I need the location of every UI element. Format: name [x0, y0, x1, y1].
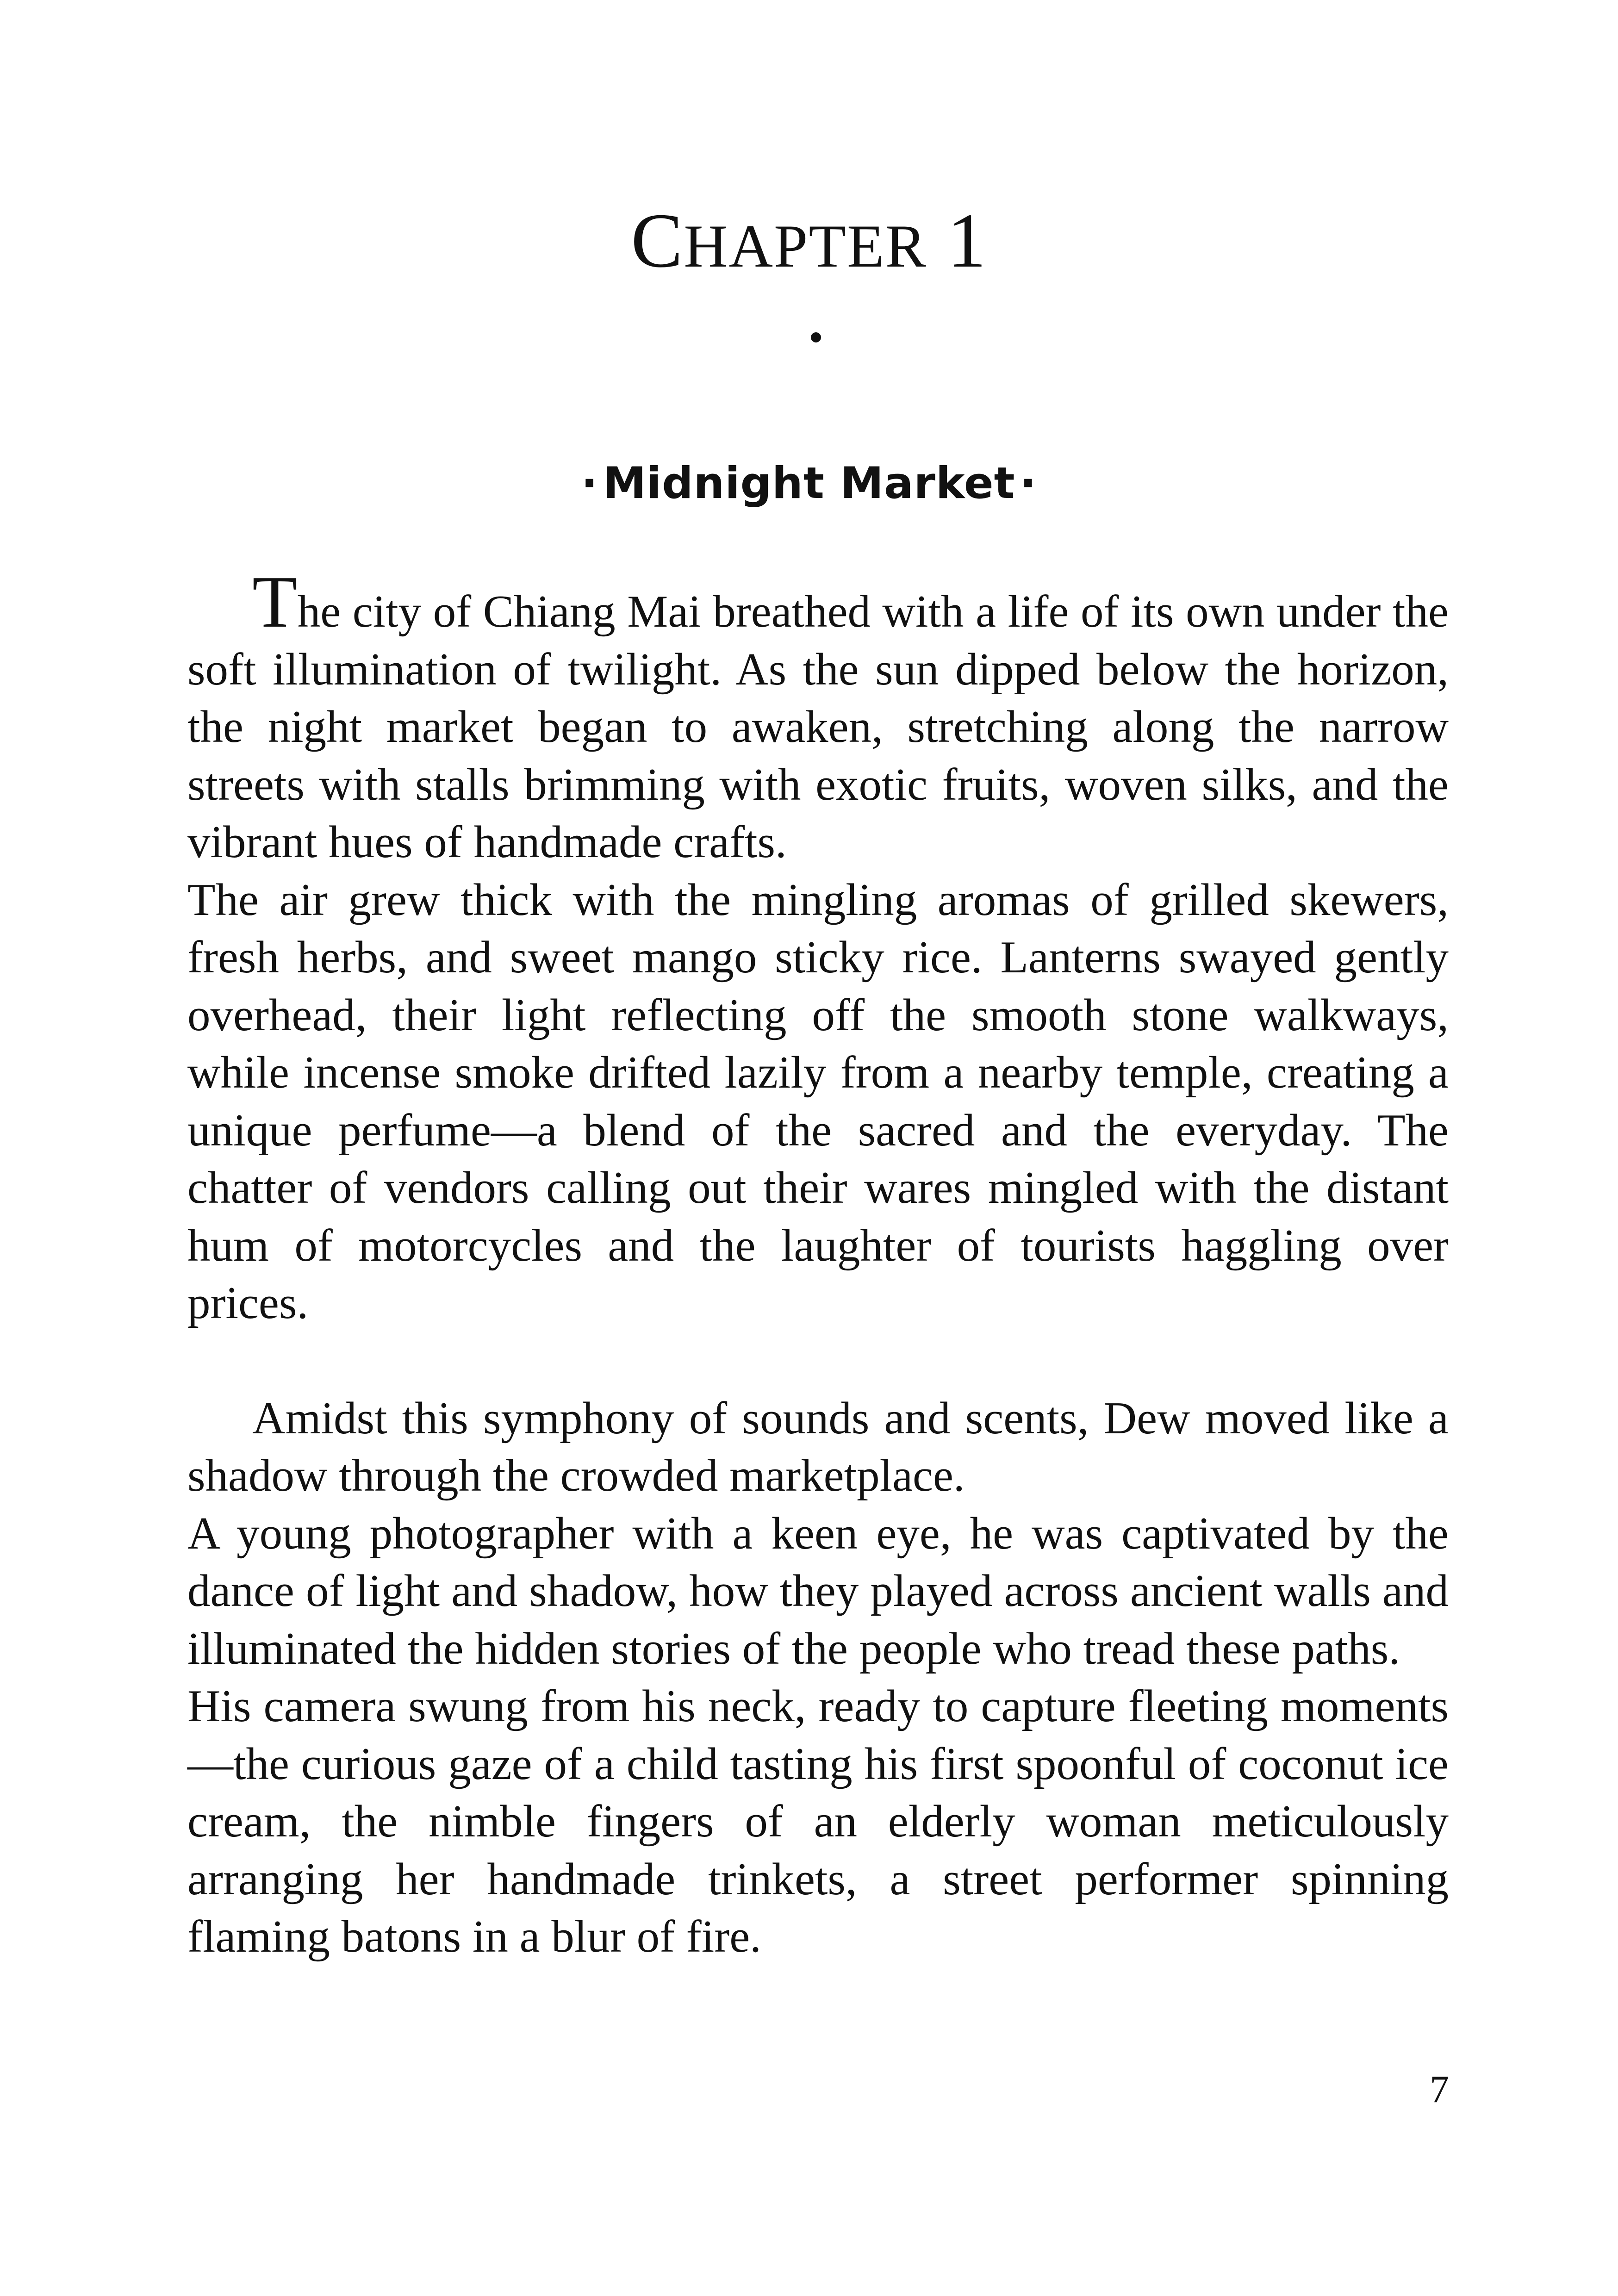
paragraph-3: Amidst this symphony of sounds and scents, Dew moved like a shadow through the crowded marketplace. — [187, 1393, 1449, 1501]
chapter-title-initial: C — [631, 198, 684, 284]
chapter-heading — [0, 194, 1618, 292]
drop-cap-letter: T — [252, 560, 298, 643]
paragraph-5: His camera swung from his neck, ready to capture fleeting moments—the curious gaze of a child tasting his first spoonful of coconut ice cream, the nimble fingers of an elderly woman meticulously arranging her handmade trinkets, a street performer spinning flaming batons in a blur of fire. — [187, 1681, 1449, 1962]
paragraph-1 — [187, 560, 1449, 871]
section-bullet-right: · — [1020, 458, 1037, 509]
section-title: Midnight Market — [603, 458, 1015, 509]
paragraph-1-text: he city of Chiang Mai breathed with a life of its own under the soft illumination of twilight. As the sun dipped below the horizon, the night market began to awaken, stretching along the narrow streets with stalls brimming with exotic fruits, woven silks, and the vibrant hues of handmade crafts. — [187, 586, 1449, 867]
chapter-ornament-dot — [811, 332, 821, 342]
section-heading — [0, 456, 1618, 511]
chapter-number: 1 — [947, 198, 987, 284]
chapter-title-rest: HAPTER — [684, 212, 927, 280]
page-number: 7 — [1430, 2068, 1449, 2111]
paragraph-2: The air grew thick with the mingling aromas of grilled skewers, fresh herbs, and sweet mango sticky rice. Lanterns swayed gently overhead, their light reflecting off the smooth stone walkways, while incense smoke drifted lazily from a nearby temple, creating a unique perfume—a blend of the sacred and the everyday. The chatter of vendors calling out their wares mingled with the distant hum of motorcycles and the laughter of tourists haggling over prices. — [187, 874, 1449, 1328]
paragraph-4: A young photographer with a keen eye, he was captivated by the dance of light and shadow, how they played across ancient walls and illuminated the hidden stories of the people who tread these paths. — [187, 1508, 1449, 1674]
chapter-body — [187, 560, 1449, 1966]
section-bullet-left: · — [581, 458, 598, 509]
